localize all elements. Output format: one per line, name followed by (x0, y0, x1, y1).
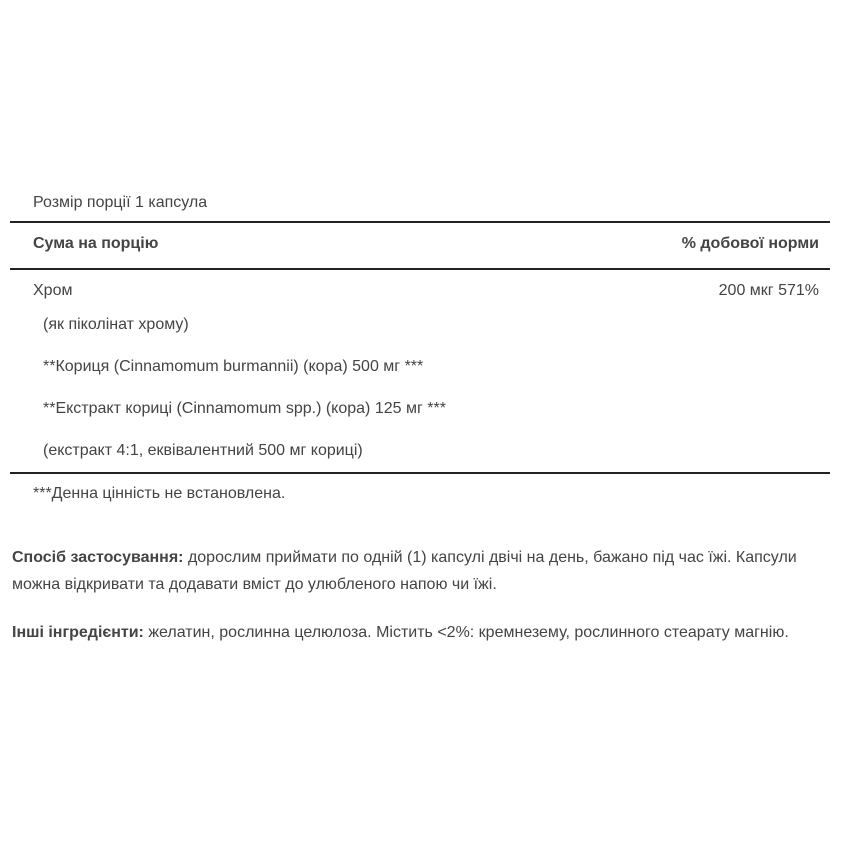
nutrient-name: (екстракт 4:1, еквівалентний 500 мг кориці) (43, 442, 363, 459)
other-ingredients-text: желатин, рослинна целюлоза. Містить <2%: кремнезему, рослинного стеарату магнію. (143, 624, 789, 641)
table-row (10, 394, 830, 436)
table-header-row (10, 223, 830, 270)
header-daily-value: % добової норми (681, 235, 819, 252)
footnote: ***Денна цінність не встановлена. (33, 485, 286, 502)
other-ingredients-label: Інші інгредієнти: (12, 624, 144, 641)
serving-size-row (10, 186, 830, 223)
nutrient-value: 200 мкг 571% (718, 282, 819, 299)
table-row (10, 352, 830, 394)
nutrient-name: (як піколінат хрому) (43, 316, 189, 333)
nutrient-name: **Кориця (Cinnamomum burmannii) (кора) 500 мг *** (43, 358, 424, 375)
table-row (10, 436, 830, 474)
directions-text: дорослим приймати по одній (1) капсулі двічі на день, бажано під час їжі. Капсули можна відкривати та додавати вміст до улюбленого напою чи їжі. (12, 549, 797, 593)
other-ingredients-paragraph (12, 619, 840, 646)
nutrient-name: Хром (33, 282, 73, 299)
nutrient-name: **Екстракт кориці (Cinnamomum spp.) (кора) 125 мг *** (43, 400, 446, 417)
directions-paragraph (12, 544, 840, 598)
table-row (10, 270, 830, 310)
serving-size: Розмір порції 1 капсула (33, 194, 208, 211)
supplement-facts-table (10, 186, 830, 514)
footnote-row (10, 474, 830, 514)
header-amount-per-serving: Сума на порцію (33, 235, 159, 252)
table-row (10, 310, 830, 352)
directions-label: Спосіб застосування: (12, 549, 184, 566)
